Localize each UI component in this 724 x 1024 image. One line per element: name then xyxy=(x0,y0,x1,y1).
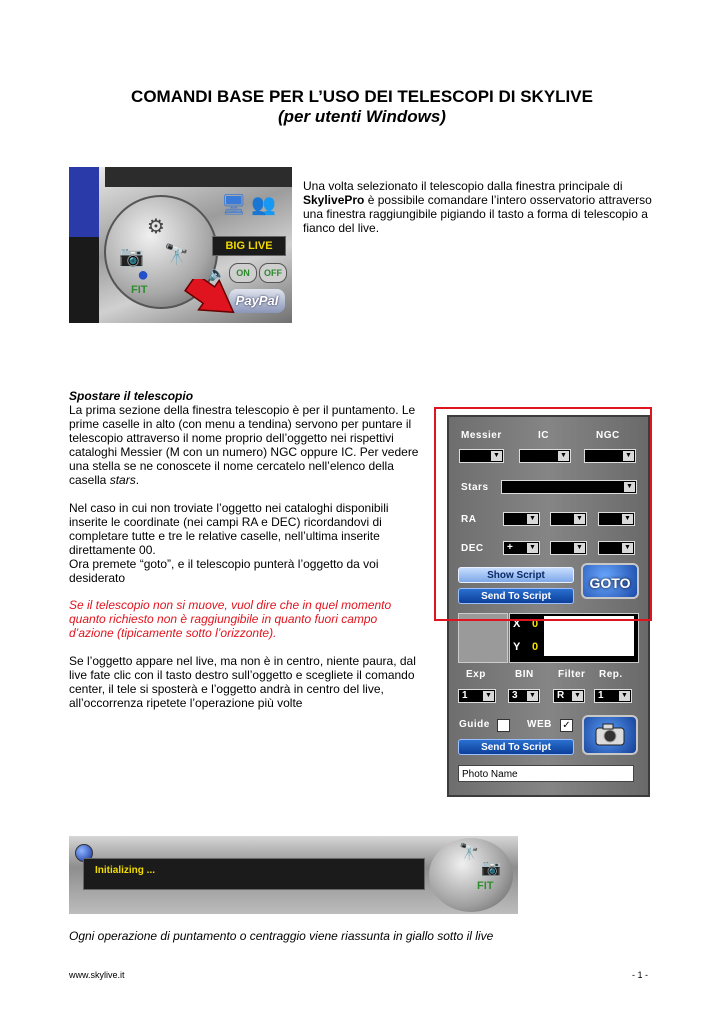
web-label: WEB xyxy=(527,719,552,730)
section-heading: Spostare il telescopio xyxy=(69,389,194,403)
p1-text: La prima sezione della finestra telescopio è per il puntamento. Le prime caselle in alto (con menu a tendina) servono per puntare il telescopio attraverso il nome proprio dell’oggetto nei rispettivi cataloghi Messier (M con un numero) NGC oppure IC. Per vedere una stella se ne conoscete il nome cercatelo nell’elenco della casella xyxy=(69,403,419,487)
send-to-script-button: Send To Script xyxy=(458,588,574,604)
status-bar-screenshot xyxy=(69,836,518,914)
section-paragraph-warning: Se il telescopio non si muove, vuol dire che in quel momento quanto richiesto non è raggiungibile in quanto fuori campo d’azione (tipicamente sotto l’orizzonte). xyxy=(69,598,392,640)
guide-checkbox xyxy=(497,719,510,732)
users-icon: 👥 xyxy=(251,194,276,216)
telescope-icon: 🔭 xyxy=(164,244,189,266)
ic-label: IC xyxy=(538,430,549,441)
ngc-label: NGC xyxy=(596,430,620,441)
exp-label: Exp xyxy=(466,669,486,680)
dec-sign-value: + xyxy=(507,542,513,553)
camera-icon xyxy=(584,717,636,753)
chevron-down-icon: ▼ xyxy=(624,482,635,492)
dark-strip xyxy=(105,167,292,187)
chevron-down-icon: ▼ xyxy=(527,543,538,553)
footer-url: www.skylive.it xyxy=(69,970,125,980)
big-live-label: BIG LIVE xyxy=(212,236,286,256)
chevron-down-icon: ▼ xyxy=(622,514,633,524)
chevron-down-icon: ▼ xyxy=(558,451,569,461)
chevron-down-icon: ▼ xyxy=(527,514,538,524)
show-script-button: Show Script xyxy=(458,567,574,583)
skylive-main-widget-screenshot xyxy=(69,167,292,323)
chevron-down-icon: ▼ xyxy=(619,691,630,701)
rep-dropdown xyxy=(594,689,632,703)
highlight-box xyxy=(434,407,652,621)
rep-label: Rep. xyxy=(599,669,623,680)
stars-label: Stars xyxy=(461,482,489,493)
exp-value: 1 xyxy=(462,690,468,701)
off-button: OFF xyxy=(259,263,287,283)
dec-label: DEC xyxy=(461,543,484,554)
p1-stars: stars xyxy=(109,473,136,487)
ra-label: RA xyxy=(461,514,477,525)
camera-icon: 📷 xyxy=(481,860,501,877)
intro-text-rest: è possibile comandare l’intero osservatorio attraverso una finestra raggiungibile pigiando il tasto a forma di telescopio a fianco del live. xyxy=(303,193,652,235)
camera-icon: 📷 xyxy=(119,246,144,268)
chevron-down-icon: ▼ xyxy=(572,691,583,701)
speaker-icon: 🔈 xyxy=(208,265,226,281)
filter-value: R xyxy=(557,690,565,701)
chevron-down-icon: ▼ xyxy=(491,451,502,461)
red-arrow-icon xyxy=(181,279,241,319)
section-paragraph-3: Ora premete “goto”, e il telescopio punterà l’oggetto da voi desiderato xyxy=(69,557,379,585)
send-to-script-button-2: Send To Script xyxy=(458,739,574,755)
intro-text: Una volta selezionato il telescopio dalla finestra principale di xyxy=(303,179,623,193)
paypal-logo: PayPal xyxy=(229,289,285,313)
fit-label: FIT xyxy=(131,284,148,296)
live-view-image xyxy=(69,167,101,237)
chevron-down-icon: ▼ xyxy=(623,451,634,461)
goto-button: GOTO xyxy=(581,563,639,599)
chevron-down-icon: ▼ xyxy=(574,543,585,553)
page-title: COMANDI BASE PER L’USO DEI TELESCOPI DI SKYLIVE xyxy=(131,87,593,106)
figure-caption: Ogni operazione di puntamento o centraggio viene riassunta in giallo sotto il live xyxy=(69,929,494,943)
rep-value: 1 xyxy=(598,690,604,701)
photo-name-field: Photo Name xyxy=(458,765,634,782)
web-checkbox: ✓ xyxy=(560,719,573,732)
intro-paragraph xyxy=(303,179,653,235)
filter-label: Filter xyxy=(558,669,586,680)
p1-end: . xyxy=(135,473,140,487)
chevron-down-icon: ▼ xyxy=(527,691,538,701)
gear-icon: ⚙ xyxy=(147,216,165,238)
telescope-icon: 🔭 xyxy=(459,844,479,861)
filter-dropdown xyxy=(553,689,585,703)
chevron-down-icon: ▼ xyxy=(483,691,494,701)
globe-icon: ● xyxy=(137,264,150,286)
camera-button xyxy=(582,715,638,755)
section-paragraph-5: Se l’oggetto appare nel live, ma non è in centro, niente paura, dal live fate clic con il tasto destro sull’oggetto e scegliete il comando center, il tele si sposterà e l’oggetto andrà in centro del live, all’occorrenza ripetete l’operazione più volte xyxy=(69,654,416,710)
intro-skylivepro: SkylivePro xyxy=(303,193,365,207)
y-value: 0 xyxy=(532,641,539,653)
bin-label: BIN xyxy=(515,669,534,680)
page-number: - 1 - xyxy=(632,970,649,980)
section-paragraph-1 xyxy=(69,403,419,487)
section-paragraph-2: Nel caso in cui non troviate l’oggetto nei cataloghi disponibili inserite le coordinate (nei campi RA e DEC) ricordandovi di completare tutte e tre le relative caselle, nell’ultima inserite direttamente 00. xyxy=(69,501,389,557)
coordinates-white-area xyxy=(544,616,634,656)
chevron-down-icon: ▼ xyxy=(622,543,633,553)
chevron-down-icon: ▼ xyxy=(574,514,585,524)
x-label: X xyxy=(513,618,521,630)
computer-icon: 🖥 xyxy=(221,194,247,216)
page-subtitle: (per utenti Windows) xyxy=(278,107,446,126)
guide-label: Guide xyxy=(459,719,490,730)
messier-label: Messier xyxy=(461,430,502,441)
bin-dropdown xyxy=(508,689,540,703)
y-label: Y xyxy=(513,641,521,653)
x-value: 0 xyxy=(532,618,539,630)
exp-dropdown xyxy=(458,689,496,703)
fit-label: FIT xyxy=(477,880,494,892)
status-text: Initializing ... xyxy=(95,865,155,876)
bin-value: 3 xyxy=(512,690,518,701)
on-button: ON xyxy=(229,263,257,283)
